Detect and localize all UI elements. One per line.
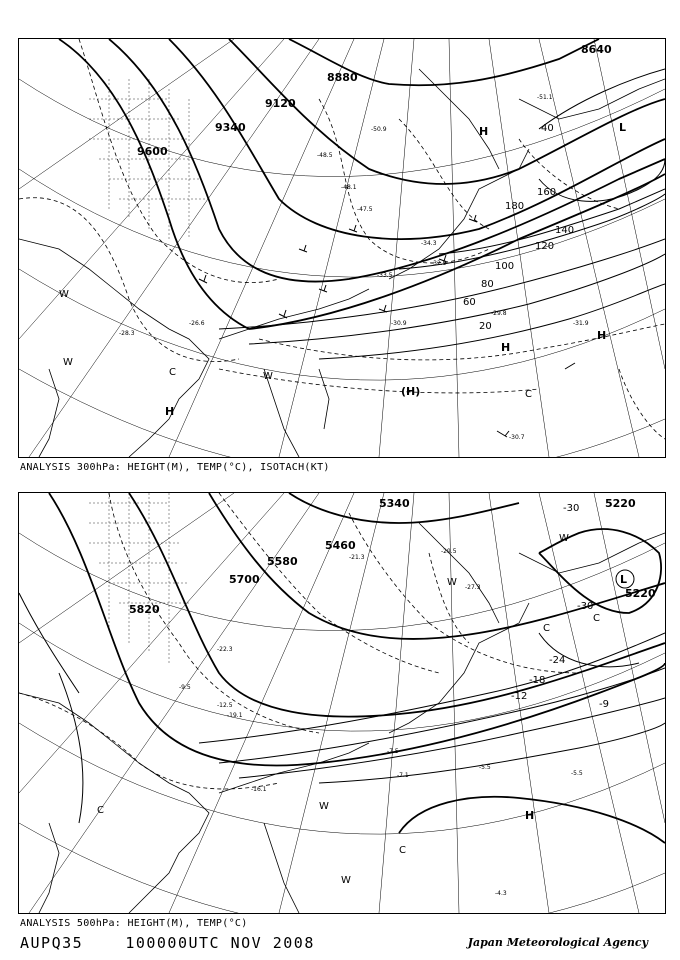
height-label: 5820	[129, 603, 160, 616]
panel-caption-300hpa: ANALYSIS 300hPa: HEIGHT(M), TEMP(°C), ISOTACH(KT)	[20, 462, 330, 473]
temperature-contours-500	[19, 493, 579, 789]
warm-center: W	[341, 875, 351, 886]
height-label: 9340	[215, 121, 246, 134]
temp-sample: -31.9	[573, 320, 589, 327]
temp-sample: -9.5	[179, 684, 191, 691]
isotach-label: 120	[535, 241, 555, 252]
height-label: 5700	[229, 573, 260, 586]
low-pressure-center: L	[620, 573, 628, 586]
warm-center: W	[559, 533, 569, 544]
height-contours-500	[49, 493, 665, 843]
map-panel-300hpa	[18, 38, 666, 458]
height-contours-300	[59, 39, 665, 329]
temp-sample: -26.6	[189, 320, 205, 327]
warm-center: W	[59, 289, 69, 300]
temp-sample: -5.5	[479, 764, 491, 771]
high-pressure-center: (H)	[401, 385, 421, 398]
isotach-label: 140	[555, 225, 575, 236]
temp-label: -30	[577, 601, 594, 612]
analysis-datetime: 100000UTC NOV 2008	[125, 934, 315, 952]
temp-sample: -29.5	[441, 548, 457, 555]
temp-centers-300	[59, 289, 532, 400]
temp-sample: -34.3	[421, 240, 437, 247]
isotach-label: 40	[541, 123, 554, 134]
warm-center: W	[319, 801, 329, 812]
height-label: 5220	[625, 587, 656, 600]
temp-label: -9	[599, 699, 609, 710]
isotach-contours-300	[219, 69, 665, 359]
warm-center: W	[447, 577, 457, 588]
temp-sample: -16.1	[251, 786, 267, 793]
temp-sample: -22.3	[217, 646, 233, 653]
temp-sample: -21.3	[349, 554, 365, 561]
coastlines-300	[19, 69, 665, 457]
height-label: 9600	[137, 145, 168, 158]
temp-sample: -30.7	[509, 434, 525, 441]
high-pressure-center: H	[479, 125, 489, 138]
temp-sample: -33.5	[377, 272, 393, 279]
height-label: 5340	[379, 497, 410, 510]
isotach-label: 20	[479, 321, 492, 332]
temp-sample: -7.1	[397, 772, 409, 779]
temp-sample: -48.5	[317, 152, 333, 159]
cold-center: C	[543, 623, 550, 634]
height-label: 8880	[327, 71, 358, 84]
temp-sample: -50.9	[371, 126, 387, 133]
isotach-label: 160	[537, 187, 557, 198]
cold-center: C	[525, 389, 532, 400]
temp-label: -24	[549, 655, 566, 666]
isotach-label: 180	[505, 201, 525, 212]
warm-center: W	[63, 357, 73, 368]
temp-sample: -27.3	[465, 584, 481, 591]
height-labels-500	[129, 497, 656, 616]
cold-center: C	[399, 845, 406, 856]
cold-center: C	[593, 613, 600, 624]
temp-label: -12	[511, 691, 528, 702]
temp-sample: -29.8	[491, 310, 507, 317]
map-500hpa-canvas	[19, 493, 665, 913]
high-pressure-center: H	[525, 809, 535, 822]
isotach-label: 80	[481, 279, 494, 290]
temp-label: -30	[563, 503, 580, 514]
temp-samples-500	[179, 548, 583, 897]
agency-credit: Japan Meteorological Agency	[467, 936, 648, 949]
warm-center: W	[263, 371, 273, 382]
temp-sample: -48.1	[341, 184, 357, 191]
map-300hpa-canvas	[19, 39, 665, 457]
temp-sample: -5.5	[571, 770, 583, 777]
isotach-label: 100	[495, 261, 515, 272]
high-pressure-center: H	[597, 329, 607, 342]
temp-sample: -30.9	[391, 320, 407, 327]
map-panel-500hpa	[18, 492, 666, 914]
high-pressure-center: H	[501, 341, 511, 354]
graticule-500	[19, 493, 665, 913]
temp-sample: -12.5	[217, 702, 233, 709]
temp-sample: -32.9	[431, 260, 447, 267]
height-label: 9120	[265, 97, 296, 110]
temp-sample: -4.3	[495, 890, 507, 897]
isotach-labels-300	[463, 123, 574, 332]
temp-sample: -19.1	[227, 712, 243, 719]
height-label: 5460	[325, 539, 356, 552]
temp-sample: -51.1	[537, 94, 553, 101]
height-label: 5580	[267, 555, 298, 568]
chart-id-and-time	[20, 934, 315, 952]
cold-region-hatching	[89, 79, 209, 239]
cold-center: C	[169, 367, 176, 378]
temp-sample: -47.5	[357, 206, 373, 213]
temp-label: -18	[529, 675, 546, 686]
graticule-300	[19, 39, 665, 457]
low-pressure-center: L	[619, 121, 627, 134]
chart-code: AUPQ35	[20, 934, 84, 952]
panel-caption-500hpa: ANALYSIS 500hPa: HEIGHT(M), TEMP(°C)	[20, 918, 248, 929]
high-pressure-center: H	[165, 405, 175, 418]
height-label: 8640	[581, 43, 612, 56]
temp-sample: -7.5	[387, 748, 399, 755]
cold-center: C	[97, 805, 104, 816]
height-label: 5220	[605, 497, 636, 510]
isotach-label: 60	[463, 297, 476, 308]
coastlines-500	[19, 523, 665, 913]
temp-sample: -28.3	[119, 330, 135, 337]
